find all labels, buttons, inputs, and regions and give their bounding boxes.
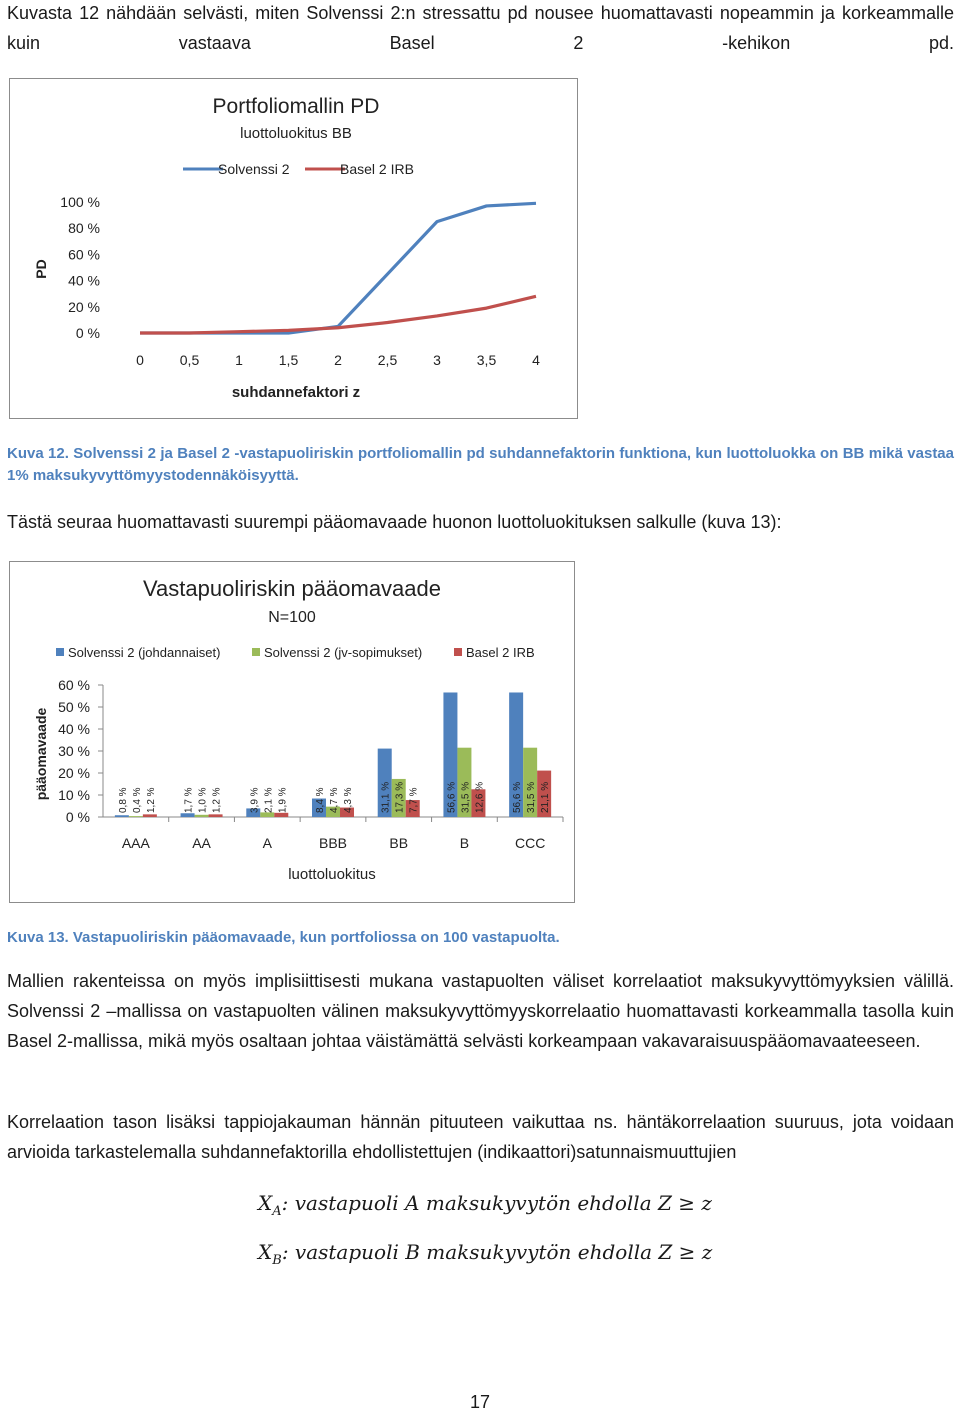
x-tick-label: 1,5	[278, 352, 299, 368]
x-tick-label: BBB	[318, 835, 348, 851]
bar	[129, 816, 143, 817]
y-tick-label: 50 %	[58, 699, 90, 715]
chart-subtitle: N=100	[268, 609, 316, 626]
legend-label: Basel 2 IRB	[466, 645, 535, 660]
legend-label: Solvenssi 2 (jv-sopimukset)	[264, 645, 423, 660]
bar-value-label: 4,7 %	[329, 787, 340, 813]
y-tick-label: 40 %	[58, 721, 90, 737]
legend-swatch	[454, 648, 462, 656]
bar-value-label: 1,9 %	[277, 787, 289, 813]
x-tick-label: 1	[235, 352, 243, 368]
x-axis-label: suhdannefaktori z	[231, 384, 361, 401]
solvenssi-line	[140, 203, 536, 333]
formula-xb	[258, 1239, 712, 1274]
x-tick-label: 2,5	[377, 352, 398, 368]
y-tick-label: 60 %	[68, 246, 100, 263]
bar-value-label: 21,1 %	[540, 781, 552, 813]
y-tick-label: 60 %	[58, 677, 90, 693]
capital-bar-chart	[9, 561, 575, 903]
bar-value-label: 31,5 %	[460, 781, 472, 813]
x-tick-label: 0,5	[179, 352, 200, 368]
y-tick-label: 20 %	[68, 298, 100, 315]
y-tick-label: 80 %	[68, 220, 100, 237]
bar-value-label: 31,1 %	[380, 781, 392, 813]
y-tick-label: 0 %	[65, 809, 90, 825]
bar-value-label: 17,3 %	[394, 781, 406, 813]
x-tick-label: AAA	[121, 835, 150, 851]
pd-line-chart	[9, 78, 578, 419]
y-tick-label: 10 %	[58, 787, 90, 803]
formula-xa	[258, 1190, 712, 1225]
x-tick-label: B	[459, 835, 470, 851]
bar-value-label: 3,9 %	[249, 787, 261, 813]
bar-value-label: 1,0 %	[197, 787, 209, 813]
correlation-paragraph: Mallien rakenteissa on myös implisiittisesti mukana vastapuolten väliset korrelaatiot maksukyvyttömyyksien välillä. Solvenssi 2 –mallissa on vastapuolten välinen maksukyvyttömyyskorrelaatio huomattavasti korkeammalla tasolla kuin Basel 2-mallissa, mikä myös osaltaan johtaa väistämättä selvästi korkeampaan vakavaraisuuspääomavaateeseen.	[7, 971, 954, 1051]
bar-value-label: 31,5 %	[526, 781, 538, 813]
basel-line	[140, 296, 536, 333]
intro-paragraph: Kuvasta 12 nähdään selvästi, miten Solvenssi 2:n stressattu pd nousee huomattavasti nopeammin ja korkeammalle kuin vastaava Basel 2 -kehikon pd.	[7, 3, 954, 53]
x-tick-label: AA	[192, 835, 211, 851]
figure-13-caption: Kuva 13. Vastapuoliriskin pääomavaade, kun portfoliossa on 100 vastapuolta.	[7, 929, 560, 946]
chart-title: Portfoliomallin PD	[212, 95, 380, 118]
y-tick-label: 30 %	[58, 743, 90, 759]
bar	[209, 814, 223, 817]
chart-title: Vastapuoliriskin pääomavaade	[143, 576, 441, 601]
x-tick-label: A	[262, 835, 272, 851]
x-axis-label: luottoluokitus	[288, 866, 376, 883]
y-tick-label: 100 %	[60, 194, 100, 210]
bar-value-label: 56,6 %	[512, 781, 524, 813]
legend-label-basel: Basel 2 IRB	[340, 161, 414, 177]
formula-subscript: A	[272, 1204, 282, 1219]
x-tick-label: 4	[532, 352, 540, 368]
page-number: 17	[469, 1392, 491, 1412]
bar	[115, 815, 129, 817]
legend-swatch	[56, 648, 64, 656]
bar-value-label: 7,7 %	[408, 787, 420, 813]
x-tick-label: BB	[389, 835, 409, 851]
x-tick-label: CCC	[514, 835, 546, 851]
bar-value-label: 1,2 %	[211, 787, 223, 813]
bar-value-label: 0,4 %	[131, 787, 143, 813]
bar-value-label: 2,1 %	[263, 787, 275, 813]
bar-value-label: 4,3 %	[343, 787, 354, 813]
bar-value-label: 56,6 %	[446, 781, 458, 813]
bar-value-label: 0,8 %	[117, 787, 129, 813]
bar	[195, 815, 209, 817]
formula-variable: X	[258, 1191, 273, 1215]
y-tick-label: 40 %	[68, 272, 100, 289]
formula-subscript: B	[272, 1253, 282, 1268]
y-tick-label: 20 %	[58, 765, 90, 781]
x-tick-label: 0	[136, 352, 144, 368]
x-tick-label: 2	[334, 352, 342, 368]
tail-correlation-paragraph: Korrelaation tason lisäksi tappiojakauman hännän pituuteen vaikuttaa ns. häntäkorrelaation suuruus, jota voidaan arvioida tarkastelemalla suhdannefaktorilla ehdollistettujen (indikaattori)satunnaismuuttujien	[7, 1112, 954, 1162]
formula-text: : vastapuoli B maksukyvytön ehdolla Z ≥ z	[281, 1240, 713, 1264]
pd-line-chart-svg	[10, 79, 576, 417]
bar-value-label: 1,2 %	[145, 787, 157, 813]
bar-value-label: 12,6 %	[474, 781, 486, 813]
y-tick-label: 0 %	[75, 325, 100, 341]
legend-swatch	[252, 648, 260, 656]
formula-text: : vastapuoli A maksukyvytön ehdolla Z ≥ z	[281, 1191, 712, 1215]
lead-paragraph: Tästä seuraa huomattavasti suurempi pääomavaade huonon luottoluokituksen salkulle (kuva 13):	[7, 512, 782, 532]
bar-value-label: 1,7 %	[183, 787, 195, 813]
formula-variable: X	[258, 1240, 273, 1264]
chart-subtitle: luottoluokitus BB	[240, 125, 352, 142]
y-axis-label: pääomavaade	[33, 707, 49, 801]
y-axis-label: PD	[33, 259, 49, 279]
x-tick-label: 3,5	[476, 352, 497, 368]
figure-12-caption: Kuva 12. Solvenssi 2 ja Basel 2 -vastapuoliriskin portfoliomallin pd suhdannefaktorin funktiona, kun luottoluokka on BB mikä vastaa 1% maksukyvyttömyystodennäköisyyttä.	[7, 445, 954, 484]
capital-bar-chart-svg	[10, 562, 573, 901]
legend-label: Solvenssi 2 (johdannaiset)	[68, 645, 221, 660]
legend-label-solvenssi: Solvenssi 2	[218, 161, 290, 177]
bar-value-label: 8,4 %	[315, 787, 326, 813]
x-tick-label: 3	[433, 352, 441, 368]
bar	[143, 814, 157, 817]
